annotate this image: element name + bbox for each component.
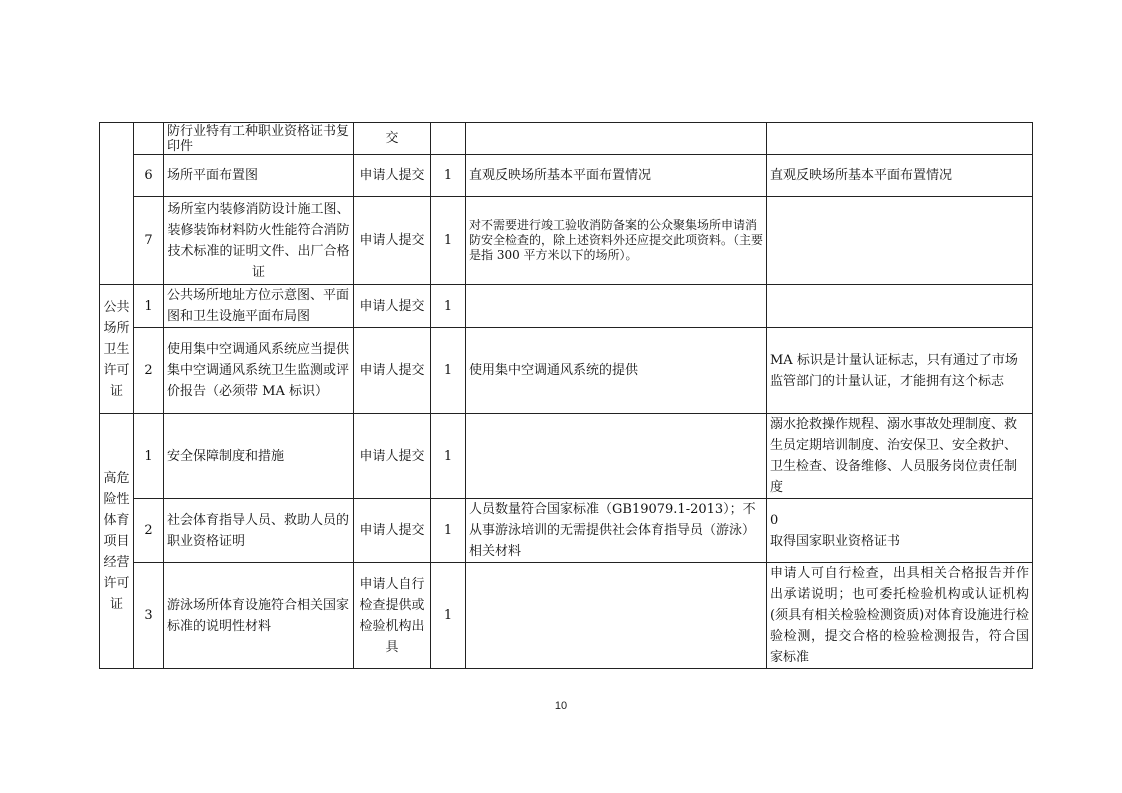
count-cell: 1 bbox=[431, 328, 466, 414]
row-number-cell: 7 bbox=[134, 197, 164, 285]
count-cell: 1 bbox=[431, 563, 466, 669]
note-cell bbox=[466, 414, 767, 499]
table-row bbox=[100, 285, 1033, 328]
material-cell: 公共场所地址方位示意图、平面图和卫生设施平面布局图 bbox=[164, 285, 354, 328]
reference-cell: 溺水抢救操作规程、溺水事故处理制度、救生员定期培训制度、治安保卫、安全救护、卫生检查、设备维修、人员服务岗位责任制度 bbox=[767, 414, 1033, 499]
submitted-by-cell: 交 bbox=[354, 123, 431, 155]
row-number-cell: 2 bbox=[134, 499, 164, 563]
submitted-by-cell: 申请人提交 bbox=[354, 499, 431, 563]
material-cell: 使用集中空调通风系统应当提供集中空调通风系统卫生监测或评价报告（必须带 MA 标识） bbox=[164, 328, 354, 414]
table-row bbox=[100, 197, 1033, 285]
material-cell: 场所平面布置图 bbox=[164, 155, 354, 197]
submitted-by-cell: 申请人自行检查提供或检验机构出具 bbox=[354, 563, 431, 669]
category-cell: 高危险性体育项目经营许可证 bbox=[100, 414, 134, 669]
row-number-cell: 2 bbox=[134, 328, 164, 414]
reference-cell: 直观反映场所基本平面布置情况 bbox=[767, 155, 1033, 197]
reference-cell bbox=[767, 123, 1033, 155]
requirements-table bbox=[99, 122, 1033, 669]
count-cell: 1 bbox=[431, 414, 466, 499]
reference-cell bbox=[767, 499, 1033, 563]
material-cell: 场所室内装修消防设计施工图、装修装饰材料防火性能符合消防技术标准的证明文件、出厂合格证 bbox=[164, 197, 354, 285]
submitted-by-cell: 申请人提交 bbox=[354, 328, 431, 414]
row-number-cell: 6 bbox=[134, 155, 164, 197]
reference-line: 取得国家职业资格证书 bbox=[770, 533, 901, 549]
material-cell: 社会体育指导人员、救助人员的职业资格证明 bbox=[164, 499, 354, 563]
table-row bbox=[100, 155, 1033, 197]
note-cell bbox=[466, 123, 767, 155]
count-cell: 1 bbox=[431, 197, 466, 285]
table-row bbox=[100, 123, 1033, 155]
table-row bbox=[100, 499, 1033, 563]
submitted-by-cell: 申请人提交 bbox=[354, 285, 431, 328]
count-cell: 1 bbox=[431, 499, 466, 563]
count-cell bbox=[431, 123, 466, 155]
note-cell: 直观反映场所基本平面布置情况 bbox=[466, 155, 767, 197]
note-cell: 使用集中空调通风系统的提供 bbox=[466, 328, 767, 414]
note-cell: 对不需要进行竣工验收消防备案的公众聚集场所申请消防安全检查的，除上述资料外还应提交此项资料。（主要是指 300 平方米以下的场所）。 bbox=[466, 197, 767, 285]
material-cell: 安全保障制度和措施 bbox=[164, 414, 354, 499]
reference-cell bbox=[767, 285, 1033, 328]
count-cell: 1 bbox=[431, 285, 466, 328]
note-cell bbox=[466, 563, 767, 669]
submitted-by-cell: 申请人提交 bbox=[354, 414, 431, 499]
reference-cell bbox=[767, 197, 1033, 285]
material-cell: 防行业特有工种职业资格证书复印件 bbox=[164, 123, 354, 155]
count-cell: 1 bbox=[431, 155, 466, 197]
table-row bbox=[100, 563, 1033, 669]
reference-cell: 申请人可自行检查，出具相关合格报告并作出承诺说明；也可委托检验机构或认证机构(须具有相关检验检测资质)对体育设施进行检验检测，提交合格的检验检测报告，符合国家标准 bbox=[767, 563, 1033, 669]
category-cell-empty bbox=[100, 123, 134, 285]
category-cell: 公共场所卫生许可证 bbox=[100, 285, 134, 414]
page-number: 10 bbox=[554, 700, 568, 712]
row-number-cell bbox=[134, 123, 164, 155]
table-row bbox=[100, 414, 1033, 499]
submitted-by-cell: 申请人提交 bbox=[354, 197, 431, 285]
row-number-cell: 3 bbox=[134, 563, 164, 669]
row-number-cell: 1 bbox=[134, 414, 164, 499]
material-cell: 游泳场所体育设施符合相关国家标准的说明性材料 bbox=[164, 563, 354, 669]
note-cell: 人员数量符合国家标准（GB19079.1-2013）；不从事游泳培训的无需提供社会体育指导员（游泳）相关材料 bbox=[466, 499, 767, 563]
reference-cell: MA 标识是计量认证标志，只有通过了市场监管部门的计量认证，才能拥有这个标志 bbox=[767, 328, 1033, 414]
table-row bbox=[100, 328, 1033, 414]
submitted-by-cell: 申请人提交 bbox=[354, 155, 431, 197]
row-number-cell: 1 bbox=[134, 285, 164, 328]
note-cell bbox=[466, 285, 767, 328]
reference-line: 0 bbox=[770, 512, 779, 528]
